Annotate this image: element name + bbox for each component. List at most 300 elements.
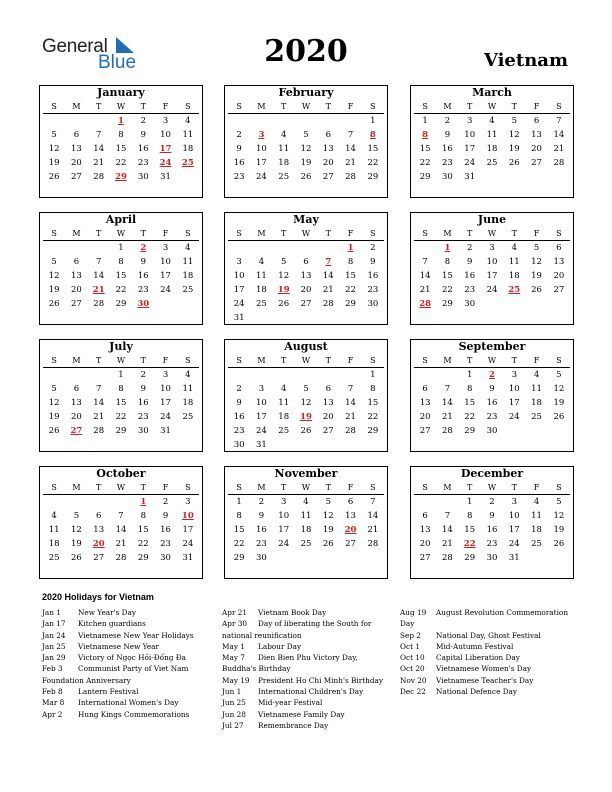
empty-day-cell bbox=[65, 495, 87, 509]
day-cell: 27 bbox=[300, 299, 312, 309]
holiday-date: Jan 17 bbox=[42, 619, 66, 629]
empty-day-cell bbox=[414, 368, 436, 382]
weekday-header: F bbox=[154, 227, 176, 241]
weekday-header: F bbox=[339, 227, 361, 241]
day-cell: 1 bbox=[236, 497, 242, 507]
day-cell: 15 bbox=[115, 398, 127, 408]
day-cell: 22 bbox=[115, 285, 127, 295]
empty-day-cell bbox=[273, 241, 295, 255]
day-cell: 6 bbox=[73, 384, 80, 394]
month-title: February bbox=[278, 86, 334, 99]
day-cell: 7 bbox=[95, 130, 102, 140]
holiday-day-cell: 8 bbox=[422, 130, 429, 140]
day-cell: 6 bbox=[556, 243, 562, 253]
day-cell: 7 bbox=[95, 384, 102, 394]
day-cell: 19 bbox=[531, 271, 542, 281]
day-cell: 16 bbox=[137, 271, 149, 281]
day-cell: 24 bbox=[160, 412, 171, 422]
day-cell: 20 bbox=[419, 412, 431, 422]
day-cell: 13 bbox=[419, 525, 431, 535]
empty-day-cell bbox=[65, 368, 87, 382]
holiday-name: Buddha's Birthday bbox=[222, 664, 291, 674]
day-cell: 4 bbox=[533, 370, 540, 380]
day-cell: 24 bbox=[486, 285, 498, 295]
month-october bbox=[39, 466, 203, 579]
weekday-header: W bbox=[110, 481, 132, 495]
weekday-header: T bbox=[503, 227, 525, 241]
day-cell: 6 bbox=[303, 257, 309, 267]
day-cell: 15 bbox=[367, 144, 379, 154]
holiday-name: Mid-Autumn Festival bbox=[436, 641, 514, 651]
weekday-header: W bbox=[110, 354, 132, 368]
day-cell: 4 bbox=[533, 497, 540, 507]
day-cell: 29 bbox=[233, 553, 245, 563]
day-cell: 22 bbox=[345, 285, 356, 295]
day-cell: 12 bbox=[300, 398, 312, 408]
empty-day-cell bbox=[317, 114, 339, 128]
day-cell: 9 bbox=[236, 144, 242, 154]
month-february bbox=[224, 85, 388, 198]
holiday-item bbox=[400, 663, 578, 674]
day-cell: 3 bbox=[489, 243, 495, 253]
holiday-day-cell: 8 bbox=[369, 130, 376, 140]
empty-day-cell bbox=[414, 241, 436, 255]
weekday-header: M bbox=[250, 354, 272, 368]
day-cell: 8 bbox=[140, 511, 146, 521]
day-cell: 13 bbox=[300, 271, 312, 281]
day-cell: 31 bbox=[464, 172, 476, 182]
holiday-day-cell: 19 bbox=[300, 412, 312, 422]
weekday-header: S bbox=[228, 100, 250, 114]
day-cell: 28 bbox=[322, 299, 334, 309]
day-cell: 21 bbox=[115, 539, 127, 549]
day-cell: 9 bbox=[466, 257, 473, 267]
day-cell: 12 bbox=[300, 144, 312, 154]
day-cell: 24 bbox=[182, 539, 194, 549]
day-cell: 5 bbox=[280, 257, 287, 267]
month-title: October bbox=[96, 467, 146, 480]
day-cell: 14 bbox=[367, 511, 379, 521]
holiday-name: Vietnamese New Year Holidays bbox=[78, 630, 194, 640]
holiday-day-cell: 3 bbox=[258, 130, 265, 140]
day-cell: 15 bbox=[442, 271, 453, 281]
day-cell: 22 bbox=[233, 539, 245, 549]
day-cell: 9 bbox=[370, 257, 376, 267]
day-cell: 11 bbox=[278, 398, 290, 408]
day-cell: 14 bbox=[345, 398, 356, 408]
holiday-item bbox=[400, 607, 578, 618]
day-cell: 28 bbox=[115, 553, 127, 563]
day-cell: 7 bbox=[444, 511, 451, 521]
day-cell: 19 bbox=[48, 412, 60, 422]
day-cell: 16 bbox=[256, 525, 267, 535]
holiday-item bbox=[222, 720, 400, 731]
holiday-day-cell: 7 bbox=[325, 257, 332, 267]
holiday-name: Vietnamese Family Day bbox=[258, 709, 345, 719]
holiday-item bbox=[222, 697, 400, 708]
day-cell: 2 bbox=[444, 116, 451, 126]
weekday-header: T bbox=[88, 354, 110, 368]
day-cell: 18 bbox=[182, 398, 194, 408]
day-cell: 27 bbox=[322, 426, 334, 436]
day-cell: 10 bbox=[233, 271, 245, 281]
day-cell: 5 bbox=[73, 511, 80, 521]
day-cell: 29 bbox=[115, 299, 127, 309]
weekday-header: W bbox=[481, 354, 503, 368]
holiday-name: Day bbox=[400, 619, 415, 629]
holiday-name: Communist Party of Viet Nam bbox=[78, 664, 189, 674]
holiday-name: Day of liberating the South for bbox=[258, 619, 372, 629]
day-cell: 20 bbox=[419, 539, 431, 549]
weekday-header: F bbox=[339, 100, 361, 114]
day-cell: 25 bbox=[182, 412, 194, 422]
day-cell: 21 bbox=[553, 144, 565, 154]
month-july bbox=[39, 339, 203, 452]
holiday-day-cell: 30 bbox=[137, 299, 150, 309]
day-cell: 11 bbox=[182, 130, 194, 140]
holiday-item bbox=[400, 675, 578, 686]
empty-day-cell bbox=[228, 241, 250, 255]
holiday-date: Oct 1 bbox=[400, 641, 420, 651]
day-cell: 27 bbox=[93, 553, 105, 563]
day-cell: 17 bbox=[233, 285, 245, 295]
weekday-header: S bbox=[362, 227, 384, 241]
day-cell: 13 bbox=[419, 398, 431, 408]
holiday-date: Jun 28 bbox=[222, 709, 246, 719]
day-cell: 18 bbox=[300, 525, 312, 535]
day-cell: 20 bbox=[553, 271, 565, 281]
holiday-date: Nov 20 bbox=[400, 675, 427, 685]
day-cell: 19 bbox=[322, 525, 334, 535]
day-cell: 18 bbox=[256, 285, 267, 295]
day-cell: 12 bbox=[71, 525, 82, 535]
holiday-day-cell: 2 bbox=[489, 370, 495, 380]
day-cell: 13 bbox=[322, 144, 334, 154]
day-cell: 10 bbox=[508, 384, 520, 394]
day-cell: 15 bbox=[367, 398, 379, 408]
holiday-day-cell: 1 bbox=[118, 116, 124, 126]
day-cell: 16 bbox=[367, 271, 379, 281]
holiday-name: Dien Bien Phu Victory Day, bbox=[258, 653, 358, 663]
holiday-name: Labour Day bbox=[258, 641, 302, 651]
day-cell: 22 bbox=[115, 158, 127, 168]
holiday-name: Remembrance Day bbox=[258, 720, 329, 730]
day-cell: 6 bbox=[325, 384, 331, 394]
day-cell: 26 bbox=[531, 285, 542, 295]
day-cell: 10 bbox=[486, 257, 498, 267]
holiday-item bbox=[42, 686, 220, 697]
day-cell: 8 bbox=[236, 511, 242, 521]
day-cell: 6 bbox=[347, 497, 354, 507]
day-cell: 8 bbox=[370, 384, 376, 394]
weekday-header: T bbox=[132, 227, 154, 241]
day-cell: 3 bbox=[466, 116, 473, 126]
day-cell: 25 bbox=[48, 553, 60, 563]
day-cell: 19 bbox=[71, 539, 82, 549]
day-cell: 2 bbox=[258, 497, 265, 507]
empty-day-cell bbox=[273, 114, 295, 128]
holiday-date: Aug 19 bbox=[400, 608, 427, 617]
day-cell: 5 bbox=[51, 384, 57, 394]
holiday-item bbox=[42, 697, 220, 708]
day-cell: 9 bbox=[444, 130, 451, 140]
country-name: Vietnam bbox=[483, 50, 568, 71]
day-cell: 3 bbox=[162, 370, 169, 380]
day-cell: 30 bbox=[137, 426, 149, 436]
holiday-item bbox=[222, 641, 400, 652]
day-cell: 5 bbox=[51, 257, 57, 267]
day-cell: 27 bbox=[71, 172, 82, 182]
day-cell: 15 bbox=[115, 271, 127, 281]
day-cell: 12 bbox=[531, 257, 542, 267]
holiday-list-column-3 bbox=[400, 607, 578, 697]
day-cell: 27 bbox=[71, 299, 82, 309]
day-cell: 1 bbox=[466, 370, 473, 380]
day-cell: 21 bbox=[345, 158, 356, 168]
day-cell: 15 bbox=[233, 525, 245, 535]
day-cell: 4 bbox=[280, 130, 287, 140]
empty-day-cell bbox=[295, 241, 317, 255]
holiday-date: Jan 24 bbox=[42, 630, 66, 640]
day-cell: 16 bbox=[160, 525, 171, 535]
day-cell: 31 bbox=[256, 440, 267, 450]
empty-day-cell bbox=[339, 114, 361, 128]
day-cell: 16 bbox=[464, 271, 476, 281]
day-cell: 7 bbox=[370, 497, 376, 507]
empty-day-cell bbox=[43, 495, 65, 509]
day-cell: 18 bbox=[48, 539, 60, 549]
month-title: March bbox=[472, 86, 512, 99]
holiday-date: Apr 21 bbox=[222, 608, 248, 617]
day-cell: 11 bbox=[256, 271, 267, 281]
weekday-header: W bbox=[295, 227, 317, 241]
logo-text-general: General bbox=[42, 36, 108, 57]
empty-day-cell bbox=[228, 114, 250, 128]
holiday-date: Jun 25 bbox=[222, 698, 246, 708]
day-cell: 30 bbox=[486, 426, 498, 436]
weekday-header: T bbox=[459, 100, 481, 114]
day-cell: 8 bbox=[118, 384, 124, 394]
day-cell: 26 bbox=[48, 299, 60, 309]
weekday-header: S bbox=[228, 227, 250, 241]
day-cell: 9 bbox=[236, 398, 242, 408]
day-cell: 2 bbox=[236, 384, 242, 394]
month-april bbox=[39, 212, 203, 325]
day-cell: 17 bbox=[464, 144, 476, 154]
holiday-item bbox=[42, 663, 220, 674]
day-cell: 9 bbox=[258, 511, 265, 521]
day-cell: 23 bbox=[367, 285, 379, 295]
holiday-item bbox=[222, 709, 400, 720]
day-cell: 5 bbox=[511, 116, 517, 126]
holiday-item bbox=[222, 618, 400, 629]
day-cell: 3 bbox=[185, 497, 191, 507]
day-cell: 18 bbox=[182, 271, 194, 281]
day-cell: 23 bbox=[486, 539, 498, 549]
weekday-header: S bbox=[43, 481, 65, 495]
day-cell: 15 bbox=[419, 144, 431, 154]
page-title-year: 2020 bbox=[264, 34, 348, 69]
weekday-header: T bbox=[88, 227, 110, 241]
day-cell: 30 bbox=[160, 553, 171, 563]
day-cell: 8 bbox=[466, 511, 473, 521]
day-cell: 2 bbox=[466, 243, 473, 253]
weekday-header: S bbox=[362, 100, 384, 114]
day-cell: 14 bbox=[93, 271, 105, 281]
holiday-name: Vietnamese New Year bbox=[78, 641, 160, 651]
weekday-header: F bbox=[525, 100, 547, 114]
day-cell: 27 bbox=[345, 539, 356, 549]
weekday-header: T bbox=[88, 100, 110, 114]
holiday-list-column-1 bbox=[42, 607, 220, 720]
day-cell: 24 bbox=[508, 412, 520, 422]
day-cell: 6 bbox=[533, 116, 540, 126]
day-cell: 4 bbox=[258, 257, 265, 267]
day-cell: 12 bbox=[48, 144, 60, 154]
holiday-item bbox=[222, 607, 400, 618]
day-cell: 18 bbox=[278, 158, 290, 168]
holiday-name: Foundation Anniversary bbox=[42, 675, 131, 685]
holidays-heading: 2020 Holidays for Vietnam bbox=[42, 592, 154, 602]
weekday-header: M bbox=[65, 100, 87, 114]
day-cell: 22 bbox=[464, 412, 476, 422]
empty-day-cell bbox=[65, 241, 87, 255]
holiday-item bbox=[400, 630, 578, 641]
day-cell: 9 bbox=[140, 257, 146, 267]
day-cell: 26 bbox=[71, 553, 82, 563]
day-cell: 28 bbox=[93, 299, 105, 309]
day-cell: 23 bbox=[137, 412, 149, 422]
day-cell: 5 bbox=[325, 497, 331, 507]
month-december bbox=[410, 466, 574, 579]
day-cell: 31 bbox=[508, 553, 520, 563]
holiday-date: Oct 10 bbox=[400, 653, 425, 663]
day-cell: 28 bbox=[442, 553, 453, 563]
day-cell: 23 bbox=[256, 539, 267, 549]
day-cell: 12 bbox=[48, 271, 60, 281]
day-cell: 19 bbox=[553, 525, 565, 535]
holiday-name: Victory of Ngọc Hồi-Đống Đa bbox=[78, 653, 186, 663]
day-cell: 25 bbox=[278, 172, 290, 182]
weekday-header: M bbox=[65, 227, 87, 241]
day-cell: 26 bbox=[48, 172, 60, 182]
empty-day-cell bbox=[43, 114, 65, 128]
day-cell: 4 bbox=[185, 370, 191, 380]
day-cell: 28 bbox=[345, 426, 356, 436]
holiday-name: International Women's Day bbox=[78, 698, 179, 708]
day-cell: 23 bbox=[486, 412, 498, 422]
day-cell: 31 bbox=[233, 313, 245, 323]
day-cell: 4 bbox=[51, 511, 57, 521]
weekday-header: T bbox=[273, 100, 295, 114]
weekday-header: T bbox=[503, 481, 525, 495]
day-cell: 22 bbox=[419, 158, 431, 168]
month-title: May bbox=[293, 213, 319, 226]
weekday-header: M bbox=[250, 100, 272, 114]
month-title: June bbox=[477, 213, 507, 226]
day-cell: 29 bbox=[115, 426, 127, 436]
month-june bbox=[410, 212, 574, 325]
weekday-header: F bbox=[525, 481, 547, 495]
day-cell: 29 bbox=[442, 299, 453, 309]
day-cell: 17 bbox=[160, 271, 171, 281]
empty-day-cell bbox=[317, 241, 339, 255]
day-cell: 20 bbox=[531, 144, 542, 154]
holiday-item bbox=[42, 641, 220, 652]
day-cell: 26 bbox=[300, 426, 312, 436]
day-cell: 29 bbox=[345, 299, 356, 309]
day-cell: 25 bbox=[531, 412, 542, 422]
day-cell: 10 bbox=[160, 384, 171, 394]
day-cell: 29 bbox=[137, 553, 149, 563]
weekday-header: F bbox=[154, 100, 176, 114]
empty-day-cell bbox=[436, 495, 458, 509]
day-cell: 3 bbox=[511, 370, 517, 380]
day-cell: 18 bbox=[508, 271, 520, 281]
logo-text-blue: Blue bbox=[98, 52, 137, 73]
holiday-day-cell: 2 bbox=[140, 243, 147, 253]
holiday-item bbox=[400, 686, 578, 697]
day-cell: 24 bbox=[508, 539, 520, 549]
day-cell: 11 bbox=[300, 511, 312, 521]
weekday-header: T bbox=[317, 227, 339, 241]
empty-day-cell bbox=[88, 495, 110, 509]
day-cell: 28 bbox=[367, 539, 379, 549]
holiday-name: Vietnamese Teacher's Day bbox=[436, 675, 534, 685]
day-cell: 26 bbox=[553, 539, 565, 549]
weekday-header: F bbox=[339, 481, 361, 495]
holiday-item bbox=[222, 663, 400, 674]
weekday-header: S bbox=[177, 481, 199, 495]
day-cell: 24 bbox=[160, 285, 171, 295]
weekday-header: T bbox=[317, 100, 339, 114]
day-cell: 1 bbox=[422, 116, 428, 126]
day-cell: 11 bbox=[182, 384, 194, 394]
month-title: December bbox=[460, 467, 524, 480]
day-cell: 24 bbox=[464, 158, 476, 168]
day-cell: 21 bbox=[345, 412, 356, 422]
empty-day-cell bbox=[88, 368, 110, 382]
day-cell: 19 bbox=[508, 144, 520, 154]
holiday-date: Dec 22 bbox=[400, 687, 426, 697]
empty-day-cell bbox=[250, 114, 272, 128]
month-title: August bbox=[284, 340, 328, 353]
day-cell: 24 bbox=[256, 172, 267, 182]
day-cell: 6 bbox=[422, 384, 428, 394]
day-cell: 14 bbox=[345, 144, 356, 154]
day-cell: 22 bbox=[367, 412, 379, 422]
day-cell: 11 bbox=[508, 257, 520, 267]
month-title: July bbox=[109, 340, 133, 353]
day-cell: 21 bbox=[93, 158, 105, 168]
day-cell: 7 bbox=[556, 116, 562, 126]
day-cell: 12 bbox=[48, 398, 60, 408]
day-cell: 9 bbox=[489, 384, 495, 394]
day-cell: 27 bbox=[553, 285, 565, 295]
month-title: November bbox=[274, 467, 338, 480]
day-cell: 29 bbox=[419, 172, 431, 182]
holiday-day-cell: 1 bbox=[444, 243, 451, 253]
day-cell: 10 bbox=[508, 511, 520, 521]
day-cell: 9 bbox=[162, 511, 169, 521]
empty-day-cell bbox=[250, 241, 272, 255]
day-cell: 6 bbox=[325, 130, 331, 140]
day-cell: 31 bbox=[160, 426, 171, 436]
weekday-header: W bbox=[295, 100, 317, 114]
weekday-header: S bbox=[362, 354, 384, 368]
holiday-name: national reunification bbox=[222, 630, 302, 640]
holiday-name: Mid-year Festival bbox=[258, 698, 323, 708]
